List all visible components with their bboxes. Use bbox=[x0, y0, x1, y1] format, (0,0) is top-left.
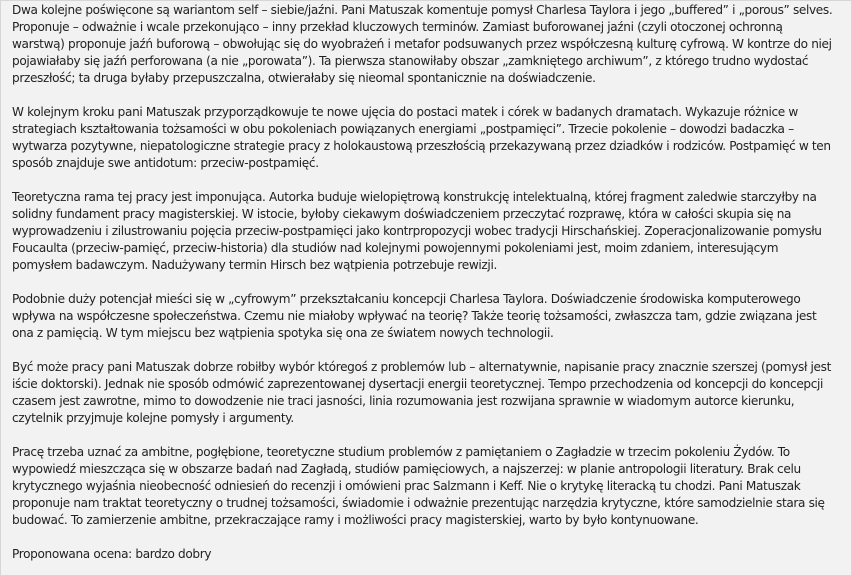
paragraph-theoretical-frame: Teoretyczna rama tej pracy jest imponująca. Autorka buduje wielopiętrową konstrukcję intelektualną, której fragment zaledwie starczyłby na solidny fundament pracy magisterskiej. W istocie, byłoby ciekawym doświadczeniem przeczytać rozprawę, która w całości skupia się na wyprowadzeniu i zilustrowaniu pojęcia przeciw-postpamięci jako kontrpropozycji wobec tradycji Hirschańskiej. Zoperacjonalizowanie pomysłu Foucaulta (przeciw-pamięć, przeciw-historia) dla studiów nad kolejnymi powojennymi pokoleniami jest, moim zdaniem, interesującym pomysłem badawczym. Nadużywany termin Hirsch bez wątpienia potrzebuje rewizji. bbox=[12, 190, 822, 272]
proposed-grade: Proponowana ocena: bardzo dobry bbox=[12, 547, 212, 561]
document-body bbox=[1, 1, 851, 563]
paragraph-scope-remarks: Być może pracy pani Matuszak dobrze robiłby wybór któregoś z problemów lub – alternatywnie, napisanie pracy znacznie szerszej (pomysł jest iście doktorski). Jednak nie sposób odmówić zaprezentowanej dysertacji energii teoretycznej. Tempo przechodzenia od koncepcji do koncepcji czasem jest zawrotne, mimo to dowodzenie nie traci jasności, linia rozumowania jest rozwijana sprawnie w wiadomym autorce kierunku, czytelnik przyjmuje kolejne pomysły i argumenty. bbox=[12, 360, 831, 425]
paragraph-conclusion: Pracę trzeba uznać za ambitne, pogłębione, teoretyczne studium problemów z pamiętaniem o Zagładzie w trzecim pokoleniu Żydów. To wypowiedź mieszcząca się w obszarze badań nad Zagładą, studiów pamięciowych, a najszerzej: w planie antropologii literatury. Brak celu krytycznego wyjaśnia nieobecność odniesień do recenzji i omówieni prac Salzmann i Keff. Nie o krytykę literacką tu chodzi. Pani Matuszak proponuje nam traktat teoretyczny o trudnej tożsamości, świadomie i odważnie prezentując narzędzia krytyczne, które samodzielnie stara się budować. To zamierzenie ambitne, przekraczające ramy i możliwości pracy magisterskiej, warto by było kontynuowane. bbox=[12, 445, 825, 527]
paragraph-mothers-daughters: W kolejnym kroku pani Matuszak przyporządkowuje te nowe ujęcia do postaci matek i córek w badanych dramatach. Wykazuje różnice w strategiach kształtowania tożsamości w obu pokoleniach powiązanych energiami „postpamięci”. Trzecie pokolenie – dowodzi badaczka –wytwarza pozytywne, niepatologiczne strategie pracy z holokaustową przeszłością przekazywaną przez dziadków i rodziców. Postpamięć w ten sposób znajduje swe antidotum: przeciw-postpamięć. bbox=[12, 105, 831, 170]
paragraph-self-variants: Dwa kolejne poświęcone są wariantom self – siebie/jaźni. Pani Matuszak komentuje pomysł Charlesa Taylora i jego „buffered” i „porous” selves. Proponuje – odważnie i wcale przekonująco – inny przekład kluczowych terminów. Zamiast buforowanej jaźni (czyli otoczonej ochronną warstwą) proponuje jaźń buforową – obwołując się do wyobrażeń i metafor podsuwanych przez współczesną kulturę cyfrową. W kontrze do niej pojawiałaby się jaźń perforowana (a nie „porowata”). Ta pierwsza stanowiłaby obszar „zamkniętego archiwum”, z którego trudno wydostać przeszłość; ta druga byłaby przepuszczalna, otwierałaby się nieomal spontanicznie na doświadczenie. bbox=[12, 3, 833, 85]
paragraph-digital-transformation: Podobnie duży potencjał mieści się w „cyfrowym” przekształcaniu koncepcji Charlesa Taylora. Doświadczenie środowiska komputerowego wpływa na współczesne społeczeństwa. Czemu nie miałoby wpływać na teorię? Także teorię tożsamości, zwłaszcza tam, gdzie związana jest ona z pamięcią. W tym miejscu bez wątpienia spotyka się ona ze światem nowych technologii. bbox=[12, 292, 817, 340]
